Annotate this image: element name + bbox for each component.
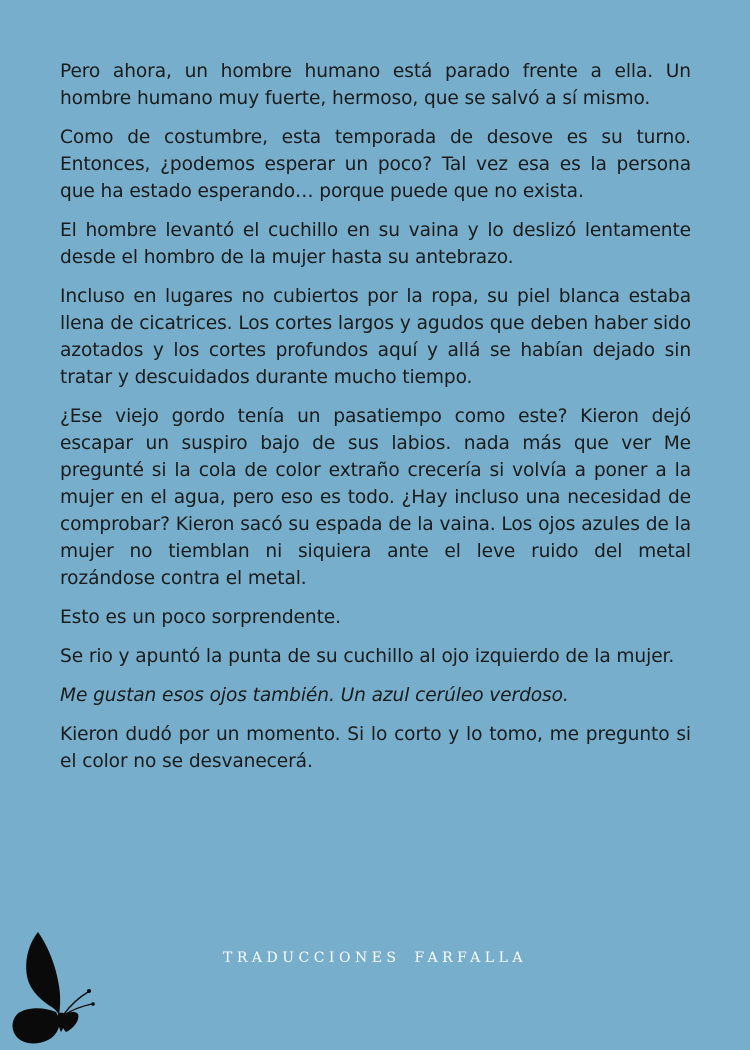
footer-credit bbox=[0, 950, 750, 966]
paragraph-1: Pero ahora, un hombre humano está parado frente a ella. Un hombre humano muy fuerte, hermoso, que se salvó a sí mismo. bbox=[60, 61, 691, 109]
paragraph-8-italic: Me gustan esos ojos también. Un azul cerúleo verdoso. bbox=[60, 685, 569, 706]
butterfly-upper-wing bbox=[26, 932, 60, 1016]
butterfly-lower-wing bbox=[13, 1008, 60, 1043]
page-body bbox=[60, 58, 691, 787]
footer-word-1: TRADUCCIONES bbox=[223, 950, 401, 966]
paragraph-2: Como de costumbre, esta temporada de desove es su turno. Entonces, ¿podemos esperar un poco? Tal vez esa es la persona que ha estado esperando… porque puede que no exista. bbox=[60, 127, 691, 202]
paragraph-9: Kieron dudó por un momento. Si lo corto y lo tomo, me pregunto si el color no se desvanecerá. bbox=[60, 724, 691, 772]
butterfly-antenna-tip-2 bbox=[91, 1002, 95, 1006]
butterfly-antenna bbox=[64, 992, 88, 1014]
footer-word-2: FARFALLA bbox=[414, 950, 527, 966]
paragraph-7: Se rio y apuntó la punta de su cuchillo al ojo izquierdo de la mujer. bbox=[60, 646, 675, 667]
paragraph-4: Incluso en lugares no cubiertos por la ropa, su piel blanca estaba llena de cicatrices. Los cortes largos y agudos que deben haber sido azotados y los cortes profundos aquí y allá se habían dejado sin tratar y descuidados durante mucho tiempo. bbox=[60, 286, 691, 388]
paragraph-6: Esto es un poco sorprendente. bbox=[60, 607, 341, 628]
paragraph-3: El hombre levantó el cuchillo en su vaina y lo deslizó lentamente desde el hombro de la mujer hasta su antebrazo. bbox=[60, 220, 691, 268]
butterfly-icon bbox=[8, 928, 104, 1046]
butterfly-antenna-tip bbox=[87, 989, 91, 993]
paragraph-5: ¿Ese viejo gordo tenía un pasatiempo como este? Kieron dejó escapar un suspiro bajo de sus labios. nada más que ver Me pregunté si la cola de color extraño crecería si volvía a poner a la mujer en el agua, pero eso es todo. ¿Hay incluso una necesidad de comprobar? Kieron sacó su espada de la vaina. Los ojos azules de la mujer no tiemblan ni siquiera ante el leve ruido del metal rozándose contra el metal. bbox=[60, 406, 691, 589]
